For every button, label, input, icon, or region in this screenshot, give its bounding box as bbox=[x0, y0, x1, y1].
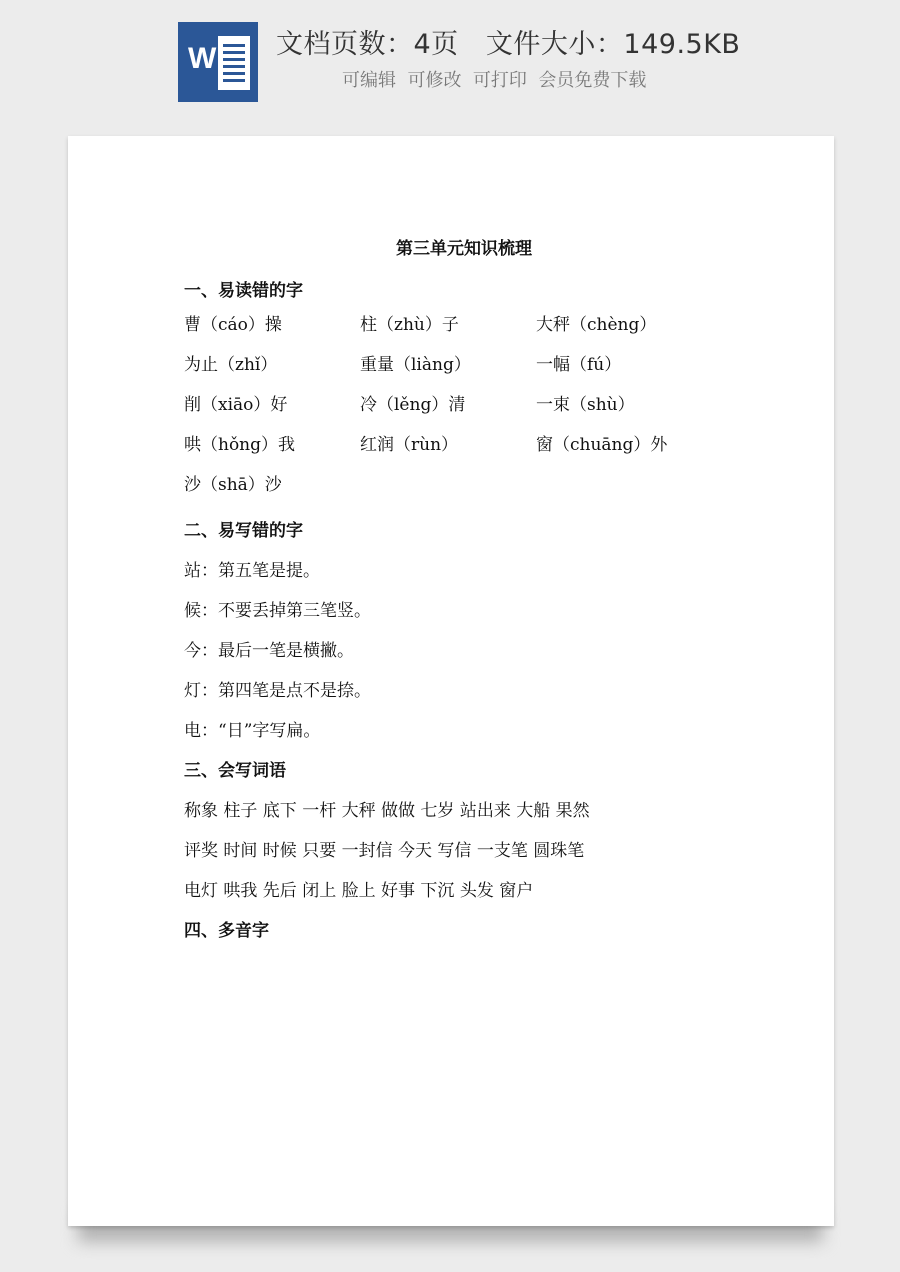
vocabulary-line: 电灯 哄我 先后 闭上 脸上 好事 下沉 头发 窗户 bbox=[184, 881, 534, 901]
vocabulary-line: 称象 柱子 底下 一杆 大秤 做做 七岁 站出来 大船 果然 bbox=[184, 801, 590, 821]
misread-item: 哄（hǒng）我 bbox=[184, 435, 296, 455]
misread-item: 红润（rùn） bbox=[360, 435, 459, 455]
misread-item: 重量（liàng） bbox=[360, 355, 471, 375]
miswritten-line: 灯：第四笔是点不是捺。 bbox=[184, 681, 371, 701]
misread-item: 一幅（fú） bbox=[536, 355, 622, 375]
misread-item: 大秤（chèng） bbox=[536, 315, 657, 335]
misread-item: 为止（zhǐ） bbox=[184, 355, 278, 375]
miswritten-line: 今：最后一笔是横撇。 bbox=[184, 641, 354, 661]
section-heading-vocabulary: 三、会写词语 bbox=[184, 761, 286, 781]
misread-item: 柱（zhù）子 bbox=[360, 315, 459, 335]
misread-item: 一束（shù） bbox=[536, 395, 635, 415]
section-heading-misread: 一、易读错的字 bbox=[184, 281, 303, 301]
icon-letter: W bbox=[188, 42, 217, 75]
misread-item: 冷（lěng）清 bbox=[360, 395, 466, 415]
misread-item: 削（xiāo）好 bbox=[184, 395, 288, 415]
icon-sheet bbox=[218, 36, 250, 90]
file-info-subtitle: 可编辑 可修改 可打印 会员免费下载 bbox=[342, 70, 647, 91]
vocabulary-line: 评奖 时间 时候 只要 一封信 今天 写信 一支笔 圆珠笔 bbox=[184, 841, 585, 861]
misread-item: 窗（chuāng）外 bbox=[536, 435, 668, 455]
document-title: 第三单元知识梳理 bbox=[396, 239, 532, 259]
section-heading-polyphonic: 四、多音字 bbox=[184, 921, 269, 941]
misread-item: 曹（cáo）操 bbox=[184, 315, 282, 335]
document-page bbox=[68, 136, 834, 1226]
miswritten-line: 电：“日”字写扁。 bbox=[184, 721, 321, 741]
word-document-icon bbox=[178, 22, 258, 102]
header-banner bbox=[0, 0, 900, 120]
misread-item: 沙（shā）沙 bbox=[184, 475, 282, 495]
section-heading-miswritten: 二、易写错的字 bbox=[184, 521, 303, 541]
miswritten-line: 候：不要丢掉第三笔竖。 bbox=[184, 601, 371, 621]
file-info-title: 文档页数：4页 文件大小：149.5KB bbox=[276, 29, 741, 60]
miswritten-line: 站：第五笔是提。 bbox=[184, 561, 320, 581]
